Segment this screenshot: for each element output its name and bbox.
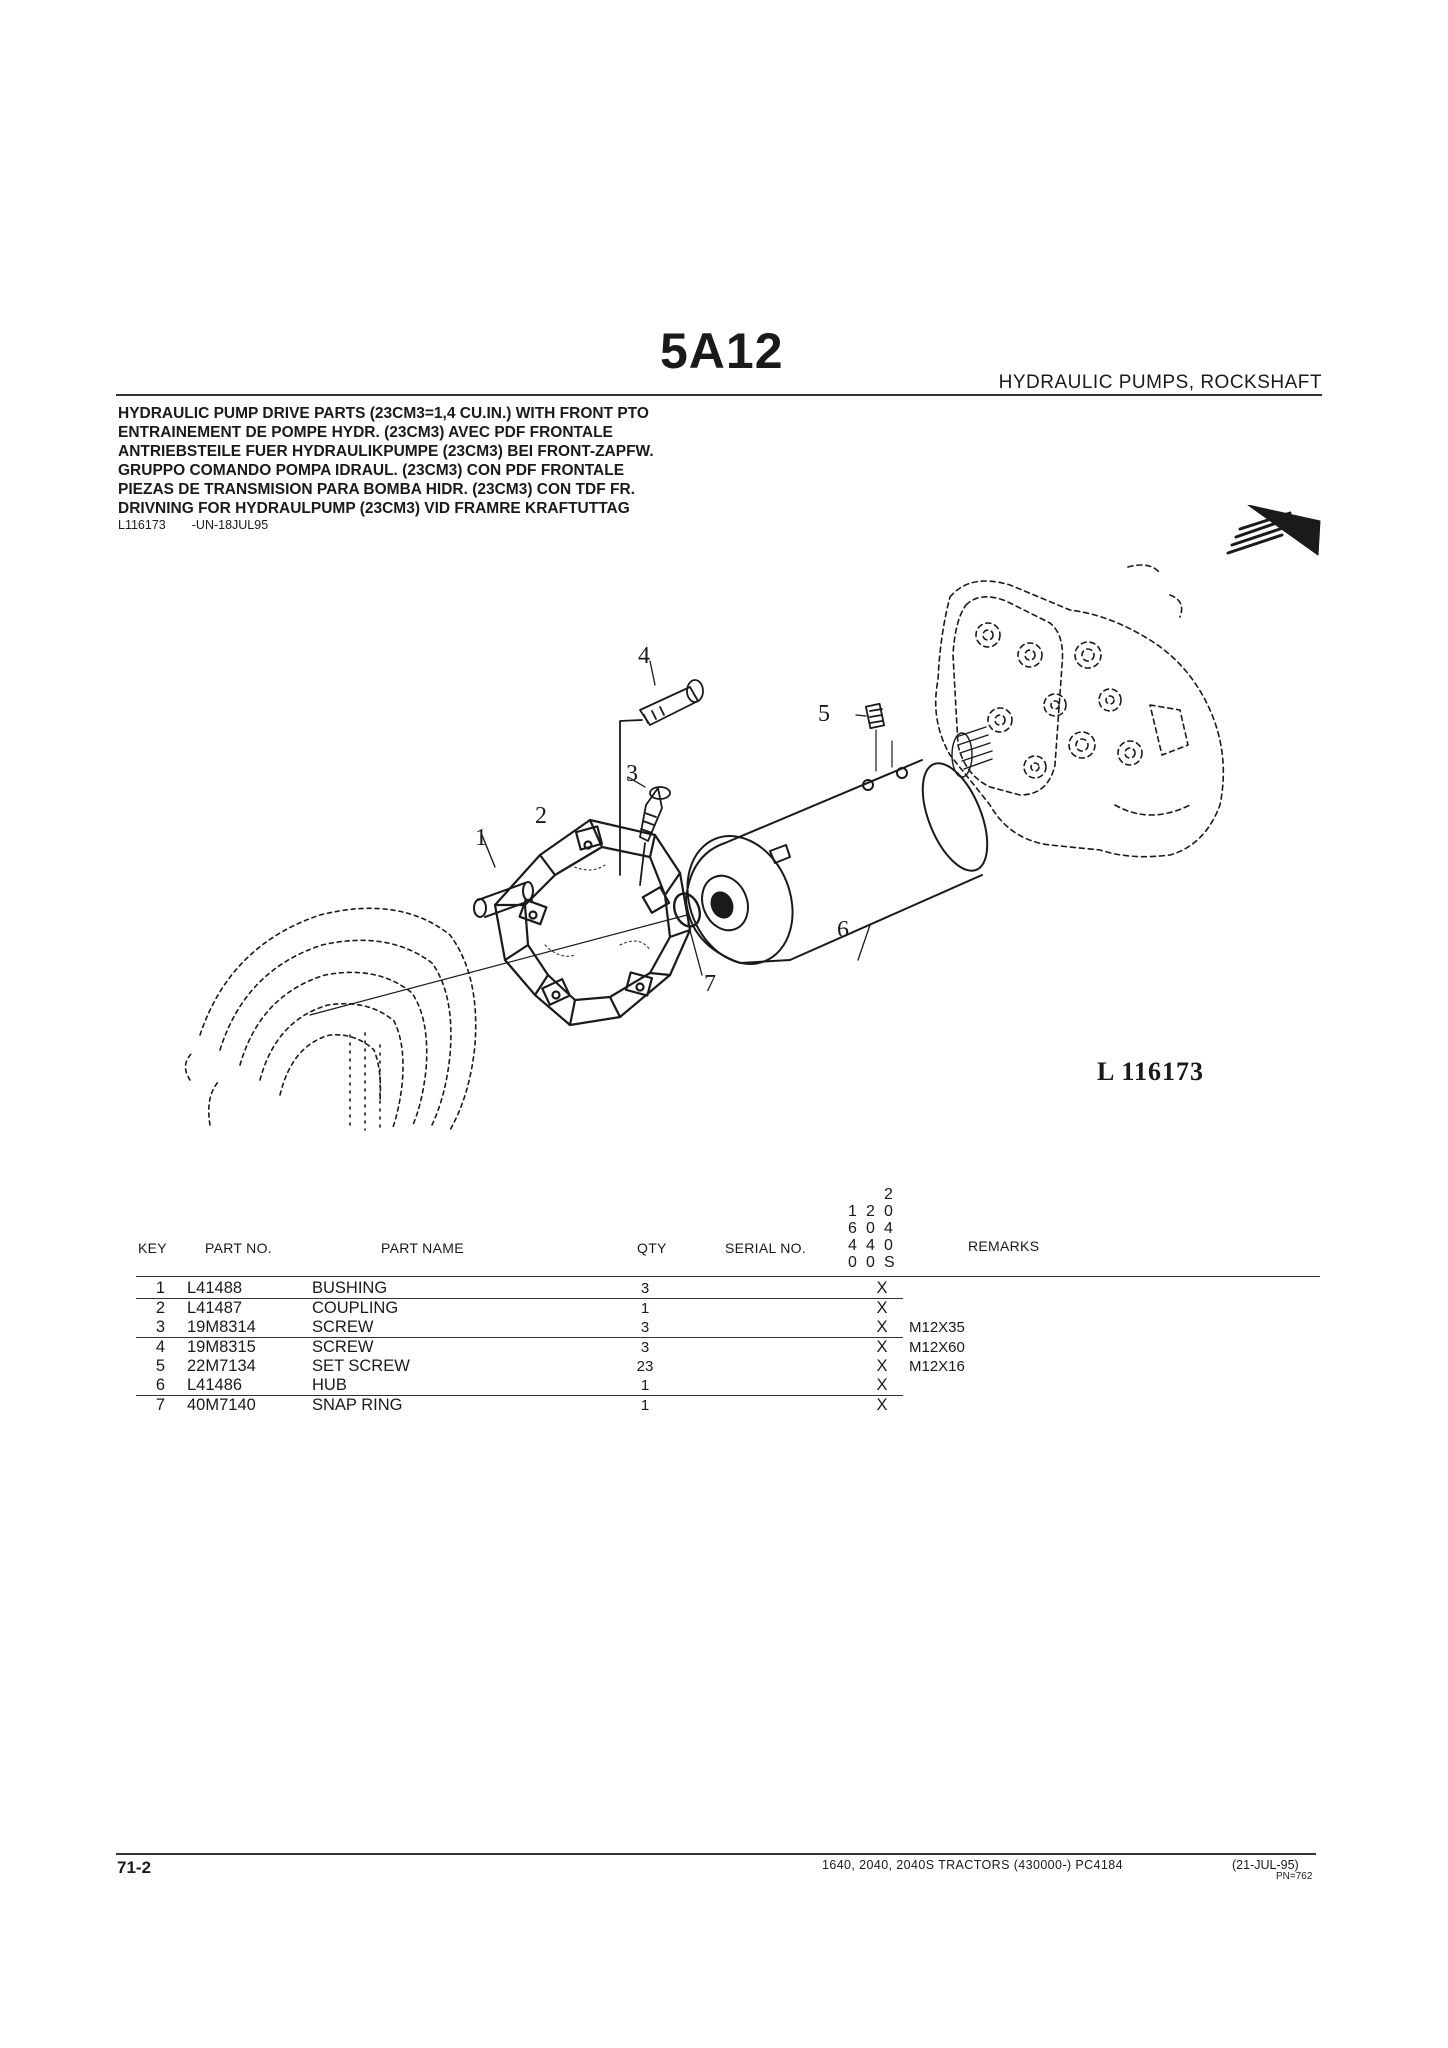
header-serial-no: SERIAL NO. [725, 1240, 807, 1256]
callout-1: 1 [475, 825, 487, 851]
pump-splined-shaft [952, 727, 992, 777]
hydraulic-pump-drawing [936, 565, 1224, 857]
model-column-1640: 1 6 4 0 [848, 1203, 857, 1271]
header-part-name: PART NAME [381, 1240, 464, 1256]
footer-book-title: 1640, 2040, 2040S TRACTORS (430000-) PC4184 [822, 1858, 1123, 1872]
callout-5: 5 [818, 701, 830, 727]
model-column-2040s: 2 0 4 0 S [884, 1186, 895, 1271]
callout-3: 3 [626, 761, 638, 787]
footer-pn: PN=762 [1276, 1871, 1313, 1882]
table-row: 1 L41488 BUSHING 3 X [136, 1279, 1059, 1299]
table-row: 5 22M7134 SET SCREW 23 X M12X16 [155, 1357, 965, 1375]
header-qty: QTY [637, 1240, 667, 1256]
header-part-no: PART NO. [205, 1240, 272, 1256]
parts-table [136, 1279, 1059, 1415]
illustration-code: L 116173 [1097, 1057, 1204, 1086]
table-top-rule [136, 1276, 1320, 1277]
table-row: 3 19M8314 SCREW 3 X M12X35 [136, 1318, 1059, 1338]
table-row: 4 19M8315 SCREW 3 X M12X60 [155, 1338, 965, 1356]
title-line-sv: DRIVNING FOR HYDRAULPUMP (23CM3) VID FRAMRE KRAFTUTTAG [118, 500, 630, 517]
illustration-ref-code: L116173 [118, 518, 166, 532]
orientation-arrow-icon [1228, 505, 1320, 555]
footer-page-number: 71-2 [117, 1858, 152, 1877]
title-line-en: HYDRAULIC PUMP DRIVE PARTS (23CM3=1,4 CU.IN.) WITH FRONT PTO [118, 405, 649, 422]
table-row: 7 40M7140 SNAP RING 1 X [155, 1396, 888, 1414]
section-title: HYDRAULIC PUMPS, ROCKSHAFT [998, 372, 1322, 393]
header-divider [116, 394, 1322, 396]
set-screw-part-5 [856, 704, 892, 771]
title-line-it: GRUPPO COMANDO POMPA IDRAUL. (23CM3) CON PDF FRONTALE [118, 462, 625, 479]
header-key: KEY [138, 1240, 167, 1256]
engine-pulley-drawing [185, 908, 475, 1130]
footer-date: (21-JUL-95) [1232, 1858, 1299, 1872]
exploded-view-illustration [150, 505, 1330, 1145]
callout-2: 2 [535, 803, 547, 829]
footer-divider [116, 1853, 1316, 1855]
callout-7: 7 [704, 971, 716, 997]
table-row: 6 L41486 HUB 1 X [136, 1376, 1059, 1396]
table-row: 2 L41487 COUPLING 1 X [155, 1299, 888, 1317]
title-line-es: PIEZAS DE TRANSMISION PARA BOMBA HIDR. (23CM3) CON TDF FR. [118, 481, 635, 498]
header-remarks: REMARKS [968, 1238, 1040, 1254]
model-column-2040: 2 0 4 0 [866, 1203, 875, 1271]
hub-part-6 [669, 754, 1001, 980]
callout-6: 6 [837, 917, 849, 943]
page-code: 5A12 [660, 323, 784, 379]
callout-4: 4 [638, 643, 650, 669]
illustration-ref-date: -UN-18JUL95 [191, 518, 269, 532]
title-line-fr: ENTRAINEMENT DE POMPE HYDR. (23CM3) AVEC PDF FRONTALE [118, 424, 613, 441]
title-line-de: ANTRIEBSTEILE FUER HYDRAULIKPUMPE (23CM3) BEI FRONT-ZAPFW. [118, 443, 654, 460]
